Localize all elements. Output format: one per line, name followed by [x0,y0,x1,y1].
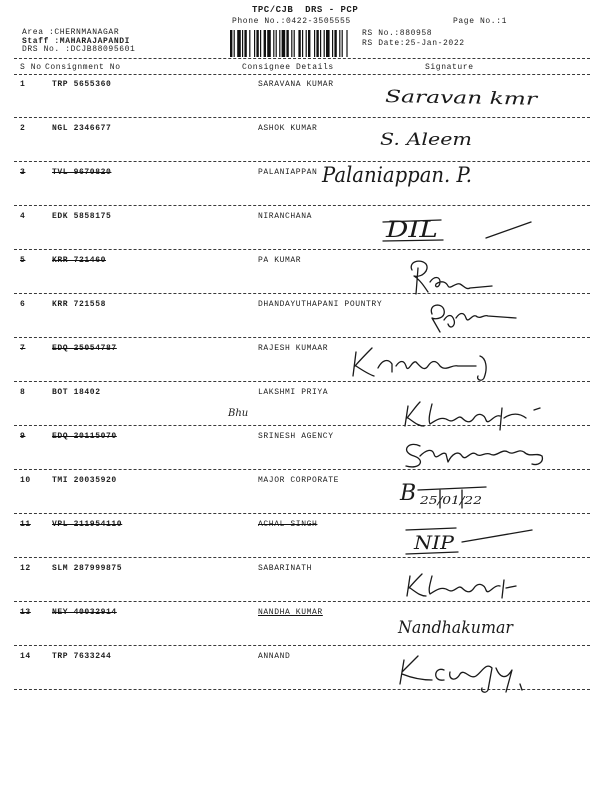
barcode-bar [320,30,321,57]
table-row [0,564,600,608]
consignee-name: SARAVANA KUMAR [258,80,334,89]
table-row [0,212,600,256]
dashed-separator [14,58,590,59]
row-divider [14,161,590,162]
signature: S. Aleem [380,130,472,150]
serial-number: 10 [20,476,31,485]
consignment-number: NEY 40032914 [52,608,117,617]
barcode-bar [273,30,274,57]
serial-number: 9 [20,432,26,441]
barcode-bar [334,30,336,57]
consignee-name: MAJOR CORPORATE [258,476,340,485]
consignee-name: PA KUMAR [258,256,302,265]
row-divider [14,381,590,382]
barcode-bar [314,30,315,57]
barcode-bar [324,30,325,57]
consignee-name: ACHAL SINGH [258,520,318,529]
signature: Palaniappan. P. [321,163,472,187]
serial-number: 13 [20,608,31,617]
table-row [0,652,600,696]
consignment-number: NGL 2346677 [52,124,112,133]
row-divider [14,689,590,690]
staff-field: Staff :MAHARAJAPANDI [22,37,131,46]
barcode-bar [326,30,330,57]
barcode-bar [298,30,300,57]
table-row [0,80,600,124]
serial-number: 8 [20,388,26,397]
consignment-number: BOT 18402 [52,388,101,397]
column-header-consignment-no: Consignment No [45,63,121,72]
barcode-bar [260,30,261,57]
consignment-number: TMI 20035920 [52,476,117,485]
consignee-name: ANNAND [258,652,291,661]
consignee-name: ASHOK KUMAR [258,124,318,133]
barcode-bar [237,30,241,57]
barcode-bar [302,30,303,57]
table-row [0,168,600,212]
barcode-bar [279,30,280,57]
dashed-separator [14,74,590,75]
barcode-bar [306,30,307,57]
serial-number: 4 [20,212,26,221]
serial-number: 14 [20,652,31,661]
sheet-title: TPC/CJB DRS - PCP [252,5,359,15]
barcode-bar [244,30,246,57]
rs-date: RS Date:25-Jan-2022 [362,39,465,48]
phone-number: Phone No.:0422-3505555 [232,17,351,26]
consignee-name: DHANDAYUTHAPANI POUNTRY [258,300,383,309]
drs-number: DRS No. :DCJB88095601 [22,45,136,54]
row-divider [14,293,590,294]
row-divider [14,601,590,602]
barcode-bar [291,30,292,57]
signature: NIP [412,532,456,554]
consignment-number: EDK 5858175 [52,212,112,221]
row-divider [14,337,590,338]
consignee-name: NANDHA KUMAR [258,608,323,617]
barcode-bar [249,30,250,57]
table-row [0,388,600,432]
row-divider [14,469,590,470]
consignee-name: SABARINATH [258,564,313,573]
consignee-name: PALANIAPPAN [258,168,318,177]
row-divider [14,425,590,426]
barcode-bar [282,30,286,57]
signature-date: 25/01/22 [418,494,482,507]
serial-number: 12 [20,564,31,573]
table-row [0,476,600,520]
barcode-bar [286,30,288,57]
barcode-bar [308,30,310,57]
column-header-signature: Signature [425,63,474,72]
serial-number: 5 [20,256,26,265]
table-row [0,344,600,388]
barcode-bar [264,30,266,57]
barcode-bar [234,30,235,57]
consignee-name: NIRANCHANA [258,212,313,221]
serial-number: 1 [20,80,26,89]
signature: DIL [384,218,438,243]
handwritten-note: Bhu [228,408,249,419]
consignee-name: SRINESH AGENCY [258,432,334,441]
barcode-bar [267,30,271,57]
consignment-number: KRR 721558 [52,300,107,309]
consignment-number: TVL 9670820 [52,168,112,177]
barcode-bar [256,30,258,57]
consignment-number: TRP 7633244 [52,652,112,661]
table-row [0,256,600,300]
page-number: Page No.:1 [453,17,508,26]
rs-number: RS No.:880958 [362,29,433,38]
barcode-bar [294,30,295,57]
serial-number: 7 [20,344,26,353]
signature: Saravan kmr [384,87,496,109]
row-divider [14,117,590,118]
consignment-number: KRR 721460 [52,256,107,265]
column-header-sno: S No [20,63,42,72]
serial-number: 11 [20,520,31,529]
barcode-bar [254,30,255,57]
consignment-number: EDQ 25054787 [52,344,117,353]
row-divider [14,557,590,558]
row-divider [14,205,590,206]
table-row [0,300,600,344]
table-row [0,520,600,564]
table-row [0,432,600,476]
barcode [230,30,350,57]
area-field: Area :CHERNMANAGAR [22,28,120,37]
consignment-number: EDQ 20115070 [52,432,117,441]
consignee-name: RAJESH KUMAAR [258,344,329,353]
barcode-bar [342,30,343,57]
serial-number: 2 [20,124,26,133]
barcode-bar [339,30,340,57]
signature: B [400,481,417,506]
table-row [0,608,600,652]
barcode-bar [242,30,243,57]
consignment-number: SLM 287999875 [52,564,123,573]
barcode-bar [332,30,333,57]
serial-number: 6 [20,300,26,309]
table-row [0,124,600,168]
serial-number: 3 [20,168,26,177]
barcode-bar [276,30,277,57]
consignment-number: TRP 5655360 [52,80,112,89]
consignee-name: LAKSHMI PRIYA [258,388,329,397]
row-divider [14,645,590,646]
column-header-consignee-details: Consignee Details [242,63,334,72]
row-divider [14,513,590,514]
row-divider [14,249,590,250]
barcode-bar [346,30,347,57]
barcode-bar [230,30,232,57]
barcode-bar [316,30,318,57]
signature: Nandhakumar [397,618,514,638]
consignment-number: VPL 211954110 [52,520,123,529]
